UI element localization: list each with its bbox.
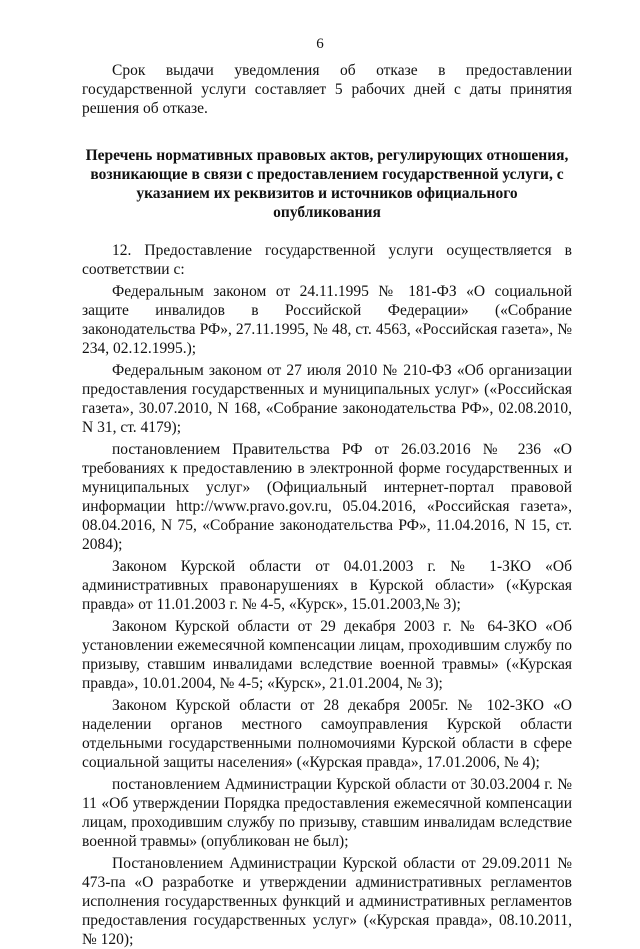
paragraph-administration-decree-11: постановлением Администрации Курской области от 30.03.2004 г. № 11 «Об утверждении Порядка предоставления ежемесячной компенсации лицам, проходившим службу по призыву, ставшим инвалидам вследствие военной травмы» (опубликован не был); bbox=[82, 776, 572, 850]
paragraph-federal-law-181: Федеральным законом от 24.11.1995 № 181-ФЗ «О социальной защите инвалидов в Российской Федерации» («Собрание законодательства РФ», 27.11.1995, № 48, ст. 4563, «Российская газета», № 234, 02.12.1995.); bbox=[82, 283, 572, 357]
paragraph-kursk-law-64-zko: Законом Курской области от 29 декабря 2003 г. № 64-ЗКО «Об установлении ежемесячной компенсации лицам, проходившим службу по призыву, ставшим инвалидами вследствие военной травмы» («Курская правда», 10.01.2004, № 4-5; «Курск», 21.01.2004, № 3); bbox=[82, 618, 572, 692]
section-heading: Перечень нормативных правовых актов, регулирующих отношения, возникающие в связи с предоставлением государственной услуги, с указанием их реквизитов и источников официального опубликования bbox=[85, 147, 569, 221]
paragraph-kursk-law-1-zko: Законом Курской области от 04.01.2003 г. № 1-ЗКО «Об административных правонарушениях в Курской области» («Курская правда» от 11.01.2003 г. № 4-5, «Курск», 15.01.2003,№ 3); bbox=[82, 558, 572, 613]
page-content bbox=[82, 61, 572, 949]
paragraph-government-decree-236: постановлением Правительства РФ от 26.03.2016 № 236 «О требованиях к предоставлению в электронной форме государственных и муниципальных услуг» (Официальный интернет-портал правовой информации http://www.pravo.gov.ru, 05.04.2016, «Российская газета», 08.04.2016, N 75, «Собрание законодательства РФ», 11.04.2016, N 15, ст. 2084); bbox=[82, 441, 572, 553]
intro-paragraph: Срок выдачи уведомления об отказе в предоставлении государственной услуги составляет 5 рабочих дней с даты принятия решения об отказе. bbox=[82, 62, 572, 117]
paragraph-administration-decree-473: Постановлением Администрации Курской области от 29.09.2011 № 473-па «О разработке и утверждении административных регламентов исполнения государственных функций и административных регламентов предоставления государственных услуг» («Курская правда», 08.10.2011, № 120); bbox=[82, 855, 572, 948]
paragraph-kursk-law-102-zko: Законом Курской области от 28 декабря 2005г. № 102-ЗКО «О наделении органов местного самоуправления Курской области отдельными государственными полномочиями Курской области в сфере социальной защиты населения» («Курская правда», 17.01.2006, № 4); bbox=[82, 697, 572, 771]
paragraph-services-basis: 12. Предоставление государственной услуги осуществляется в соответствии с: bbox=[82, 242, 572, 278]
paragraph-federal-law-210: Федеральным законом от 27 июля 2010 № 210-ФЗ «Об организации предоставления государственных и муниципальных услуг» («Российская газета», 30.07.2010, N 168, «Собрание законодательства РФ», 02.08.2010, N 31, ст. 4179); bbox=[82, 362, 572, 436]
page-number: 6 bbox=[316, 36, 324, 52]
